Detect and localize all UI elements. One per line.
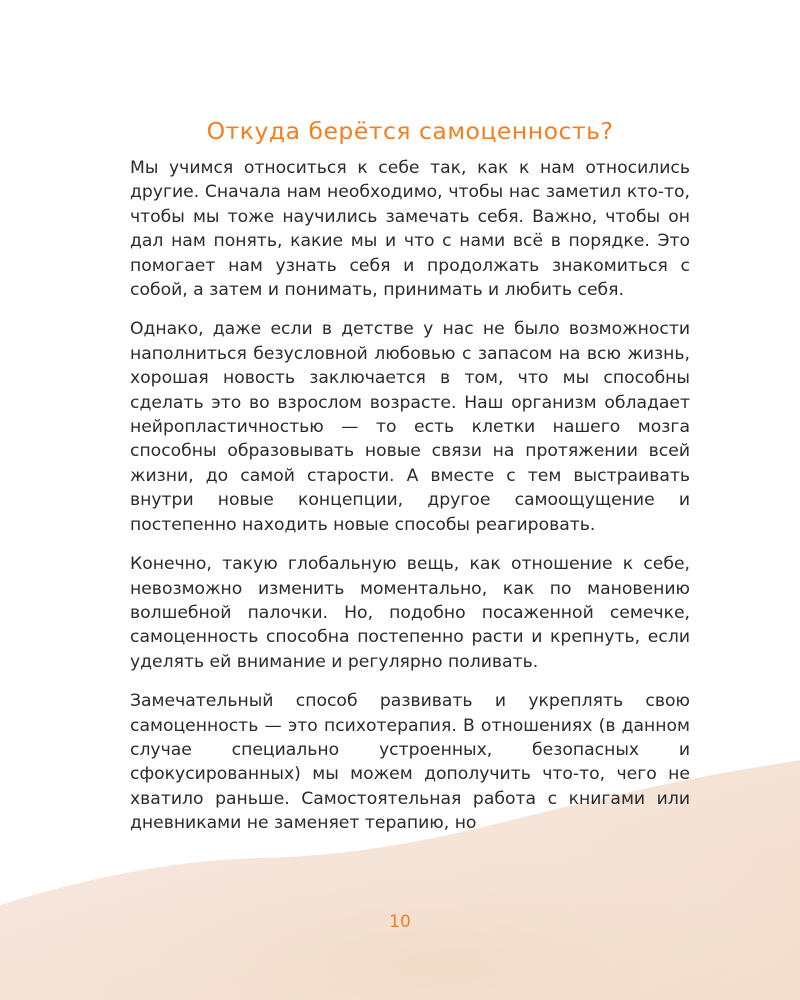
page-number: 10 <box>389 912 411 932</box>
paragraph-3: Конечно, такую глобальную вещь, как отношение к себе, невозможно изменить моментально, как по мановению волшебной палочки. Но, подобно посаженной семечке, самоценность способна постепенно расти и крепнуть, если уделять ей внимание и регулярно поливать. <box>130 554 690 672</box>
body-text <box>130 156 690 851</box>
paragraph-1: Мы учимся относиться к себе так, как к нам относились другие. Сначала нам необходимо, чтобы нас заметил кто-то, чтобы мы тоже научились замечать себя. Важно, чтобы он дал нам понять, какие мы и что с нами всё в порядке. Это помогает нам узнать себя и продолжать знакомиться с собой, а затем и понимать, принимать и любить себя. <box>130 158 690 301</box>
section-heading: Откуда берётся самоценность? <box>206 117 614 145</box>
paragraph-2: Однако, даже если в детстве у нас не было возможности наполниться безусловной любовью с запасом на всю жизнь, хорошая новость заключается в том, что мы способны сделать это во взрослом возрасте. Наш организм обладает нейропластичностью — то есть клетки нашего мозга способны образовывать новые связи на протяжении всей жизни, до самой старости. А вместе с тем выстраивать внутри новые концепции, другое самоощущение и постепенно находить новые способы реагировать. <box>130 319 690 535</box>
paragraph-4: Замечательный способ развивать и укреплять свою самоценность — это психотерапия. В отношениях (в данном случае специально устроенных, безопасных и сфокусированных) мы можем дополучить что-то, чего не хватило раньше. Самостоятельная работа с книгами или дневниками не заменяет терапию, но <box>130 691 690 834</box>
